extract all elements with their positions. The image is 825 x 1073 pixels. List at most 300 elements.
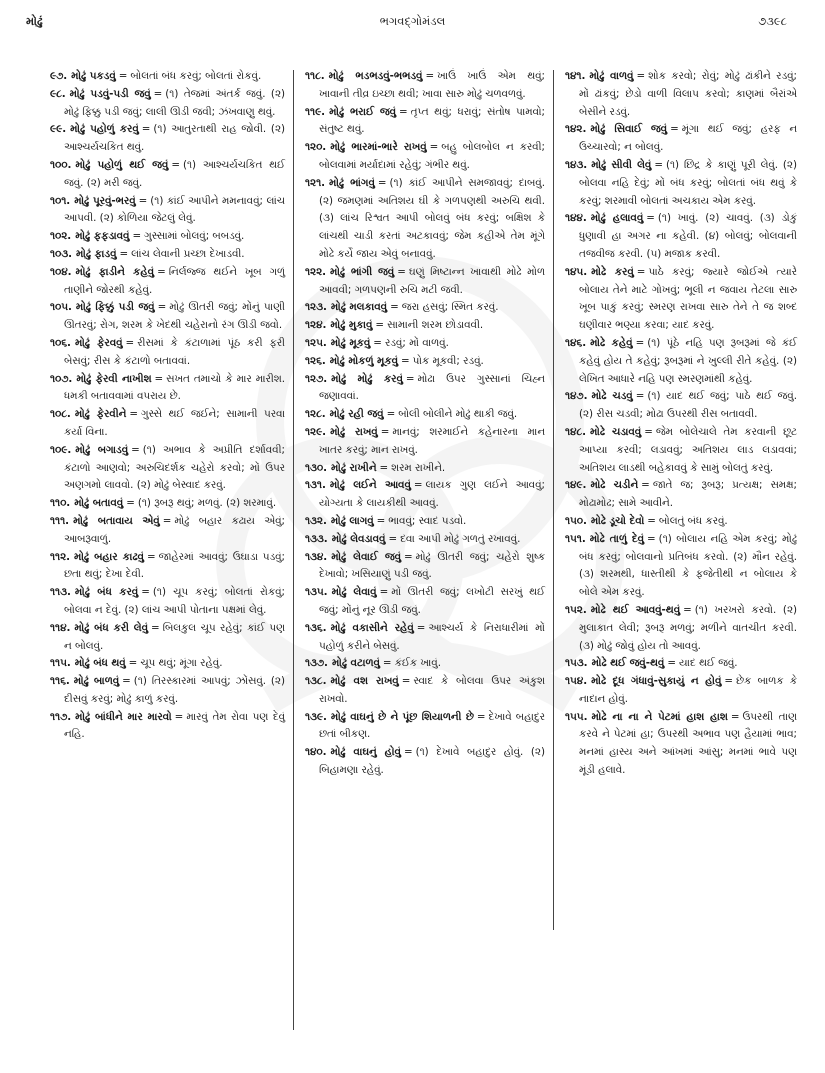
dictionary-entry <box>50 121 285 157</box>
entry-definition: (૧) તિરસ્કારમાં આપવું; ઝોંસવું. (૨) દીસવું કરવું; મોઢું કાળું કરવું. <box>64 675 285 705</box>
entry-headword: મોઢું બતાવાય એવું <box>73 514 160 527</box>
entry-definition: (૧) રૂબરૂ થવું; મળવું. (૨) શરમાવું. <box>137 497 277 510</box>
entry-headword: મોઢું વશ રાખવું <box>330 675 399 688</box>
entry-number: ૧૦૧. <box>50 194 71 207</box>
equals-sign: = <box>171 158 180 171</box>
entry-definition: રડવું; મોં વાળવું. <box>384 336 449 349</box>
dictionary-entry <box>305 549 545 585</box>
equals-sign: = <box>119 247 129 260</box>
entry-definition: ભાવવું; સ્વાદ પડવો. <box>388 514 467 527</box>
entry-number: ૧૫૫. <box>565 710 588 723</box>
entry-number: ૧૩૦. <box>305 461 328 474</box>
entry-definition: ગુસ્સે થઈ જઈને; સામાની પરવા કર્યા વિના. <box>64 408 285 438</box>
dictionary-entry <box>305 264 545 300</box>
entry-number: ૧૨૯. <box>305 425 327 438</box>
dictionary-entry <box>50 442 285 495</box>
dictionary-entry <box>305 406 545 424</box>
entry-definition: શોક કરવો; રોવું; મોઢું ઢાંકીને રડવું; મોં ઢાંકવું; છેડો વાળી વિલાપ કરવો; કાણમાં બૈરાંએ બેસીને રડવું. <box>579 70 797 118</box>
equals-sign: = <box>683 603 692 616</box>
entry-headword: મોઢું લાગવું <box>330 514 374 527</box>
equals-sign: = <box>401 675 411 688</box>
entry-definition: મોઢું બહાર કઢાય એવું; આબરૂવાળું. <box>64 514 285 545</box>
dictionary-entry <box>565 655 797 673</box>
entry-number: ૧૪૧. <box>565 70 586 82</box>
equals-sign: = <box>429 141 439 154</box>
entry-definition: (૧) છિદ્ર કે કાણું પૂરી લેવું. (૨) બોલવા નહિ દેવું; મોં બંધ કરવું; બોલતાં બંધ થવું કે કરવું; શરમાવી બોલતાં અચકાય એમ કરવું. <box>579 158 797 207</box>
entry-definition: મોઢું ઊતરી જવું; મોંનું પાણી ઊતરવું; રોગ, શરમ કે ખેદથી ચહેરાનો રંગ ઊડી જવો. <box>64 301 285 332</box>
entry-headword: મોઢું ભડભડવું-ભભડવું <box>328 70 423 82</box>
entry-definition: સામાની શરમ છોડાવવી. <box>387 319 484 332</box>
dictionary-entry <box>565 424 797 477</box>
equals-sign: = <box>635 390 645 403</box>
entry-headword: મોઢું ફાડવું <box>76 247 117 260</box>
entry-number: ૧૪૪. <box>565 212 587 225</box>
entry-definition: મારવું તેમ રોવા પણ દેવું નહિ. <box>64 710 285 741</box>
entry-number: ૧૨૨. <box>305 265 327 278</box>
equals-sign: = <box>162 514 172 527</box>
dictionary-entry <box>50 673 285 709</box>
equals-sign: = <box>157 301 167 314</box>
equals-sign: = <box>636 70 646 82</box>
entry-headword: મોઢે ચડીને <box>590 479 639 492</box>
equals-sign: = <box>647 514 656 527</box>
entry-headword: મોઢું પહોળું થઈ જવું <box>75 158 169 171</box>
dictionary-entry <box>50 193 285 229</box>
entry-definition: આશ્ચર્ય કે નિરાધારીમાં મોં પહોળું કરીને બેસવું. <box>319 621 545 652</box>
dictionary-entry <box>565 673 797 709</box>
equals-sign: = <box>390 301 399 314</box>
entry-number: ૯૭. <box>50 70 68 82</box>
entry-headword: મોઢું વાળવું <box>589 70 634 82</box>
entry-headword: મોઢું બંધ કરવું <box>74 586 139 599</box>
dictionary-entry <box>565 157 797 210</box>
entry-number: ૧૫૩. <box>565 657 588 670</box>
entry-headword: મોઢું પહોળું કરવું <box>70 123 139 136</box>
equals-sign: = <box>122 675 131 688</box>
equals-sign: = <box>401 354 410 367</box>
entry-definition: (૧) બોલાય નહિ એમ કરવું; મોઢું બંધ કરવું; બોલવાનો પ્રતિબંધ કરવો. (૨) મૌન રહેવું. (૩) શરમથી, ધાસ્તીથી કે ફજેતીથી ન બોલાય કે બોલે એમ કરવું. <box>579 532 797 599</box>
entry-headword: મોઢું મોઢું કરવું <box>331 372 403 385</box>
entry-definition: જેમ બોલેચાલે તેમ કરવાની છૂટ આપ્યા કરવી; લડાવવું; અતિશય લાડ લડાવવાં; અતિશય લાડથી બહેકાવવું કે સામું બોલતું કરવું. <box>579 425 797 474</box>
entry-definition: બોલતાં બંધ કરવું; બોલતાં રોકવું. <box>130 70 262 82</box>
equals-sign: = <box>379 461 389 474</box>
column-divider <box>293 70 294 1030</box>
dictionary-entry <box>305 584 545 620</box>
entry-definition: ઉપરથી તાણ કરવે ને પેટમાં હા; ઉપરથી અભાવ પણ હૈયામાં ભાવ; મનમાં હાસ્ય અને આંખમાં આંસુ; મનમાં ભાવે પણ મૂંડી હલાવે. <box>579 710 797 777</box>
entry-headword: મોઢું બતાવવું <box>74 497 124 510</box>
equals-sign: = <box>416 621 426 634</box>
entry-headword: મોઢું વાઘનું હોવું <box>330 746 401 759</box>
equals-sign: = <box>375 319 385 332</box>
entry-definition: (૧) આતુરતાથી રાહ જોવી. (૨) આશ્ચર્યચકિત થવું. <box>64 123 286 154</box>
entry-headword: મોઢે ડૂચો દેવો <box>590 514 645 527</box>
entry-definition: (૧) અભાવ કે અપ્રીતિ દર્શાવવી; કંટાળો આણવો; અરુચિદર્શક ચહેરો કરવો; મોં ઉપર અણગમો લાવવો. (૨) મોઢું બેસ્વાદ કરવું. <box>64 443 285 492</box>
entry-number: ૧૦૮. <box>50 408 71 421</box>
entry-headword: મોઢું પકડવું <box>71 70 116 82</box>
equals-sign: = <box>399 105 408 118</box>
entry-number: ૧૨૮. <box>305 408 326 421</box>
equals-sign: = <box>141 123 151 136</box>
dictionary-entry <box>305 68 545 104</box>
entry-definition: ઘણું મિષ્ટાન્ન ખાવાથી મોઢે મોળ આવવી; ગળપણની રુચિ મટી જવી. <box>319 265 546 296</box>
entry-definition: પોક મૂકવી; રડવું. <box>412 354 484 367</box>
equals-sign: = <box>730 710 740 723</box>
dictionary-entry <box>50 264 285 300</box>
dictionary-entry <box>305 744 545 780</box>
entry-headword: મોઢું પડવું-પડી જવું <box>69 87 151 100</box>
dictionary-entry <box>565 121 797 157</box>
entry-definition: બિલકુલ ચૂપ રહેવું; કાંઈ પણ ન બોલવું. <box>64 621 285 652</box>
entry-number: ૧૧૬. <box>50 675 70 688</box>
entry-number: ૧૦૭. <box>50 372 73 385</box>
entry-definition: બહુ બોલબોલ ન કરવી; બોલવામાં મર્યાદામાં રહેવું; ગંભીર થવું. <box>319 141 545 171</box>
entry-number: ૧૪૬. <box>565 336 587 349</box>
entry-number: ૧૦૩. <box>50 247 73 260</box>
equals-sign: = <box>382 657 392 670</box>
entry-definition: તૃપ્ત થવું; ધરાવું; સંતોષ પામવો; સંતુષ્ટ થવું. <box>319 105 545 136</box>
entry-definition: જાહેરમાં આવવું; ઉઘાડા પડવું; છતા થવું; દેખા દેવી. <box>64 550 285 581</box>
entry-number: ૧૦૪. <box>50 265 72 278</box>
entry-headword: મોઢું બાળવું <box>73 675 120 688</box>
entry-number: ૧૪૦. <box>305 746 327 759</box>
equals-sign: = <box>403 746 413 759</box>
entry-headword: મોઢે કરવું <box>591 265 634 278</box>
entry-definition: (૧) ખાવું. (૨) ચાવવું. (૩) ડોકું ધુણાવી હા અગર ના કહેવી. (૪) બોલવું; બોલવાની તજવીજ કરવી. (૫) મજાક કરવી. <box>579 212 797 260</box>
entry-definition: ગુસ્સામાં બોલવું; બબડવું. <box>144 230 245 243</box>
equals-sign: = <box>388 532 398 545</box>
equals-sign: = <box>636 265 646 278</box>
dictionary-entry <box>50 709 285 745</box>
dictionary-entry <box>50 246 285 264</box>
entry-definition: (૧) કાંઈ આપીને મમનાવવું; લાંચ આપવી. (૨) કોળિયા જેટલું લેવું. <box>64 194 286 225</box>
equals-sign: = <box>154 372 164 385</box>
entry-headword: મોઢે ચડવું <box>591 390 633 403</box>
equals-sign: = <box>377 176 387 189</box>
entry-headword: મોઢું પૂરવું-ભરવું <box>74 194 136 207</box>
entry-definition: શરમ રાખીને. <box>391 461 446 474</box>
entry-headword: મોઢું વટાળવું <box>331 657 380 670</box>
equals-sign: = <box>425 70 435 82</box>
entry-headword: મોઢું રાખીને <box>331 461 377 474</box>
entry-headword: મોઢું ફેરવીને <box>74 408 127 421</box>
entry-headword: મોઢું બહાર કાઢવું <box>74 550 144 563</box>
equals-sign: = <box>146 550 156 563</box>
entry-number: ૧૧૯. <box>305 105 326 118</box>
equals-sign: = <box>647 532 656 545</box>
dictionary-entry <box>50 406 285 442</box>
entry-number: ૧૩૬. <box>305 621 327 634</box>
equals-sign: = <box>151 621 160 634</box>
equals-sign: = <box>641 479 650 492</box>
dictionary-entry <box>565 210 797 263</box>
entry-headword: મોઢું ફેરવવું <box>74 336 123 349</box>
dictionary-entry <box>565 477 797 513</box>
entry-number: ૧૦૬. <box>50 336 71 349</box>
entry-definition: રીસમાં કે કંટાળામાં પૂંઠ કરી ફરી બેસવું; રીસ કે કંટાળો બતાવવાં. <box>64 336 285 367</box>
entry-definition: લાંચ લેવાની પ્રચ્છા દેખાડવી. <box>131 247 245 260</box>
entry-number: ૧૪૨. <box>565 123 587 136</box>
entry-number: ૧૧૩. <box>50 586 71 599</box>
equals-sign: = <box>386 408 396 421</box>
equals-sign: = <box>646 212 655 225</box>
entry-number: ૧૧૦. <box>50 497 71 510</box>
equals-sign: = <box>635 336 645 349</box>
entry-headword: મોઢું વાઘનું છે ને પૂંછ શિયાળની છે <box>330 710 474 723</box>
dictionary-entry <box>305 139 545 175</box>
entry-definition: પાઠે કરવું; જ્યારે જોઈએ ત્યારે બોલાય તેને માટે ગોખવું; ભૂલી ન જવાય તેટલા સારુ ખૂબ પાકું કરવું; સ્મરણ રાખવા સારુ તેને તે જ શબ્દ ઘણીવાર ભણ્યા કરવા; યાદ કરવું. <box>579 265 797 332</box>
entry-definition: (૧) દેખાવે બહાદુર હોવું. (૨) બિહામણા રહેવું. <box>319 746 545 777</box>
dictionary-entry <box>305 709 545 745</box>
dictionary-entry <box>305 477 545 513</box>
entry-headword: મોઢું બંધ થવું <box>74 657 126 670</box>
entry-number: ૧૪૭. <box>565 390 588 403</box>
entry-definition: (૧) યાદ થઈ જવું; પાઠે થઈ જવું. (૨) રીસ ચડવી; મોઢા ઉપરથી રીસ બતાવવી. <box>579 390 797 421</box>
equals-sign: = <box>126 497 135 510</box>
entry-definition: છેક બાળક કે નાદાન હોવું. <box>579 675 797 705</box>
equals-sign: = <box>132 230 142 243</box>
entry-headword: મોઢું હલાવવું <box>590 212 644 225</box>
entry-headword: મોઢે કહેવું <box>590 336 633 349</box>
equals-sign: = <box>476 710 486 723</box>
entry-number: ૧૩૮. <box>305 675 327 688</box>
entry-definition: મોઢું ઊતરી જવું; ચહેરો શુષ્ક દેખાવો; ખસિયાણું પડી જવું. <box>319 550 545 581</box>
equals-sign: = <box>153 87 163 100</box>
entry-headword: મોઢું બાંધીને માર મારવો <box>75 710 172 723</box>
entry-headword: મોઢું ભાંગવું <box>329 176 375 189</box>
entry-definition: સખત તમાચો કે માર મારીશ. ધમકી બતાવવામાં વપરાય છે. <box>64 372 285 403</box>
dictionary-entry <box>50 68 285 86</box>
dictionary-entry <box>565 709 797 780</box>
dictionary-entry <box>50 620 285 656</box>
equals-sign: = <box>131 443 140 456</box>
equals-sign: = <box>141 586 150 599</box>
entry-number: ૧૩૨. <box>305 514 327 527</box>
dictionary-entry <box>50 513 285 549</box>
entry-number: ૧૩૩. <box>305 532 328 545</box>
entry-headword: મોઢું લઈને આવવું <box>329 479 411 492</box>
entry-definition: બોલી બોલીને મોઢું થાકી જવું. <box>398 408 518 421</box>
entry-headword: મોઢે ચડાવવું <box>590 425 642 438</box>
entry-number: ૧૨૭. <box>305 372 328 385</box>
entry-headword: મોઢું મલકાવવું <box>330 301 388 314</box>
equals-sign: = <box>125 336 135 349</box>
entry-headword: મોઢું વકાસીને રહેવું <box>330 621 414 634</box>
equals-sign: = <box>157 265 166 278</box>
entry-number: ૧૧૪. <box>50 621 71 634</box>
dictionary-entry <box>305 335 545 353</box>
entry-number: ૧૨૩. <box>305 301 327 314</box>
dictionary-entry <box>565 264 797 335</box>
dictionary-entry <box>50 157 285 193</box>
dictionary-entry <box>565 335 797 388</box>
book-title: ભગવદ્ગોમંડલ <box>379 14 446 28</box>
entry-number: ૧૪૩. <box>565 158 588 171</box>
equals-sign: = <box>654 158 663 171</box>
entry-definition: યાદ થઈ જવું. <box>678 657 738 670</box>
dictionary-entry <box>305 299 545 317</box>
dictionary-entry <box>50 655 285 673</box>
equals-sign: = <box>376 514 386 527</box>
entry-definition: (૧) તેજમાં અંતર્ક જવું. (૨) મોઢું ફિક્કુ પડી જવું; લાલી ઊડી જવી; ઝંખવાણુ થવું. <box>64 87 286 118</box>
entry-number: ૯૯. <box>50 123 67 136</box>
entry-definition: નિર્લજ્જ થઈને ખૂબ ગળું તાણીને જોરથી કહેવું. <box>64 265 285 296</box>
equals-sign: = <box>373 336 382 349</box>
entry-headword: મોઢું ફફડાવવું <box>75 230 130 243</box>
entry-definition: કંઈક ખાવું. <box>394 657 441 670</box>
entry-headword: મોઢું સીવી લેવું <box>591 158 652 171</box>
entry-number: ૧૩૯. <box>305 710 327 723</box>
dictionary-entry <box>50 549 285 585</box>
equals-sign: = <box>667 657 676 670</box>
entry-headword: મોઢું રહી જવું <box>329 408 384 421</box>
entry-number: ૧૦૨. <box>50 230 72 243</box>
entry-headword: મોઢું મોકળું મૂકવું <box>329 354 399 367</box>
entry-number: ૧૩૪. <box>305 550 328 563</box>
dictionary-entry <box>565 388 797 424</box>
equals-sign: = <box>380 425 390 438</box>
entry-headword: મોઢું ફેરવી નાખીશ <box>76 372 152 385</box>
equals-sign: = <box>397 265 406 278</box>
column-3 <box>565 68 797 780</box>
dictionary-entry <box>305 460 545 478</box>
column-divider <box>553 70 554 930</box>
page-number: ૭૩૯૮ <box>758 14 787 28</box>
equals-sign: = <box>404 550 413 563</box>
dictionary-entry <box>305 175 545 264</box>
entry-headword: મોઢે થઈ આવવું-થવું <box>590 603 681 616</box>
entry-number: ૧૦૦. <box>50 158 72 171</box>
dictionary-entry <box>305 673 545 709</box>
entry-headword: મોઢું ફિક્કું પડી જવું <box>75 301 155 314</box>
dictionary-entry <box>50 86 285 122</box>
entry-number: ૧૪૯. <box>565 479 587 492</box>
equals-sign: = <box>129 408 138 421</box>
entry-definition: (૧) આશ્ચર્યચકિત થઈ જવું. (૨) મરી જવું. <box>64 158 286 189</box>
entry-definition: (૧) પૂંઠે નહિ પણ રૂબરૂમાં જે કંઈ કહેવું હોય તે કહેવું; રૂબરૂમાં ને ખુલ્લી રીતે કહેવું. (૨) લેખિત આધારે નહિ પણ સ્મરણમાંથી કહેવું. <box>579 336 797 385</box>
entry-definition: મોઢા ઉપર ગુસ્સાનાં ચિહ્ન જણાવવાં. <box>319 372 545 403</box>
entry-definition: દવા આપી મોઢું ગળતું રખાવવું. <box>400 532 521 545</box>
dictionary-entry <box>50 335 285 371</box>
entry-number: ૧૫૪. <box>565 675 588 688</box>
entry-headword: મોઢું મૂકવું <box>330 336 371 349</box>
entry-definition: દેખાવે બહાદુર છતાં બીકણ. <box>319 710 545 741</box>
entry-headword: મોઢું ફાડીને કહેવું <box>75 265 155 278</box>
entry-headword: મોઢે ના ના ને પેટમાં હાશ હાશ <box>591 710 728 723</box>
entry-definition: માનવું; શરમાઈને કહેનારના માન ખાતર કરવું; માન રાખવું. <box>319 425 546 456</box>
entry-number: ૧૧૨. <box>50 550 71 563</box>
entry-definition: ચૂપ થવું; મૂંગા રહેવું. <box>140 657 223 670</box>
page-header <box>0 8 825 34</box>
entry-definition: મોં ઊતરી જવું; લખોટી સરખું થઈ જવું; મોંનું નૂર ઊડી જવું. <box>319 586 546 616</box>
dictionary-entry <box>565 513 797 531</box>
equals-sign: = <box>379 586 389 599</box>
guideword: મોઢું <box>26 14 43 28</box>
entry-headword: મોઢે તાળું દેવું <box>589 532 645 545</box>
entry-headword: મોઢું લેવાવું <box>331 586 377 599</box>
dictionary-entry <box>565 602 797 655</box>
entry-definition: બોલતું બંધ કરવું. <box>658 514 728 527</box>
entry-headword: મોઢું બંધ કરી લેવું <box>74 621 149 634</box>
equals-sign: = <box>128 657 138 670</box>
entry-number: ૧૪૫. <box>565 265 588 278</box>
dictionary-entry <box>305 513 545 531</box>
dictionary-entry <box>50 371 285 407</box>
dictionary-entry <box>50 495 285 513</box>
equals-sign: = <box>724 675 734 688</box>
equals-sign: = <box>138 194 148 207</box>
entry-headword: મોઢું સિવાઈ જવું <box>590 123 668 136</box>
dictionary-entry <box>305 655 545 673</box>
dictionary-entry <box>50 299 285 335</box>
column-1 <box>50 68 285 744</box>
entry-headword: મોઢું લેવડાવવું <box>331 532 386 545</box>
equals-sign: = <box>118 70 128 82</box>
dictionary-entry <box>305 620 545 656</box>
equals-sign: = <box>644 425 653 438</box>
entry-definition: (૧) ખરખરો કરવો. (૨) મુલાકાત લેવી; રૂબરૂ મળવું; મળીને વાતચીત કરવી. (૩) મોઢું જોવું હોય તો આવવું. <box>579 603 798 652</box>
entry-number: ૧૧૮. <box>305 70 325 82</box>
dictionary-entry <box>305 531 545 549</box>
dictionary-entry <box>305 353 545 371</box>
entry-number: ૧૨૧. <box>305 176 326 189</box>
entry-definition: ખાઉં ખાઉં એમ થવું; ખાવાની તીવ્ર ઇચ્છા થવી; ખાવા સારુ મોઢું ચળવળવું. <box>319 70 546 100</box>
entry-definition: જરા હસવું; સ્મિત કરવું. <box>401 301 499 314</box>
entry-definition: સ્વાદ કે બોલવા ઉપર અંકુશ રાખવો. <box>319 675 545 705</box>
dictionary-entry <box>305 317 545 335</box>
entry-number: ૧૨૪. <box>305 319 327 332</box>
entry-number: ૧૫૧. <box>565 532 586 545</box>
entry-definition: (૧) કાંઈ આપીને સમજાવવું; દાબવું. (૨) જમણમાં અતિશય ઘી કે ગળપણથી અરુચિ થવી. (૩) લાંચ રિશ્વત આપી બોલવું બંધ કરવું; બક્ષિશ કે લાંચથી ચાડી કરતાં અટકાવવું; જેમ કહીએ તેમ મૂંગે મોઢે કર્યે જાય એવું બનાવવું. <box>319 176 545 260</box>
column-2 <box>305 68 545 780</box>
dictionary-entry <box>305 104 545 140</box>
entry-number: ૧૧૧. <box>50 514 70 527</box>
entry-definition: મૂંગા થઈ જવું; હરફ ન ઉચ્ચારવો; ન બોલવું. <box>579 123 797 154</box>
dictionary-entry <box>305 424 545 460</box>
entry-headword: મોઢું મુકાવું <box>330 319 373 332</box>
entry-definition: (૧) ચૂપ કરવું; બોલતાં રોકવું; બોલવા ન દેવું. (૨) લાંચ આપી પોતાના પક્ષમાં લેવું. <box>64 586 285 616</box>
dictionary-entry <box>50 228 285 246</box>
entry-headword: મોઢું ભારમાં-ભારે રાખવું <box>330 141 427 154</box>
equals-sign: = <box>174 710 184 723</box>
entry-number: ૧૧૭. <box>50 710 72 723</box>
entry-headword: મોઢું ભાંગી જવું <box>330 265 395 278</box>
entry-headword: મોઢું ભરાઈ જવું <box>329 105 397 118</box>
entry-number: ૧૧૫. <box>50 657 71 670</box>
entry-number: ૧૨૫. <box>305 336 327 349</box>
equals-sign: = <box>405 372 415 385</box>
entry-number: ૧૩૫. <box>305 586 328 599</box>
dictionary-entry <box>305 371 545 407</box>
entry-headword: મોઢે થઈ જવું-થવું <box>591 657 665 670</box>
entry-number: ૧૫૦. <box>565 514 587 527</box>
entry-number: ૧૦૫. <box>50 301 72 314</box>
entry-number: ૧૨૬. <box>305 354 326 367</box>
entry-number: ૧૪૮. <box>565 425 587 438</box>
dictionary-entry <box>565 68 797 121</box>
entry-headword: મોઢું બગાડવું <box>75 443 129 456</box>
entry-headword: મોઢે દૂધ ગંધાવું-સુકાયું ન હોવું <box>591 675 722 688</box>
entry-number: ૧૩૭. <box>305 657 328 670</box>
entry-headword: મોઢું રાખવું <box>330 425 378 438</box>
dictionary-entry <box>50 584 285 620</box>
entry-number: ૧૩૧. <box>305 479 326 492</box>
entry-number: ૧૦૯. <box>50 443 72 456</box>
equals-sign: = <box>670 123 679 136</box>
entry-definition: જાતે જ; રૂબરૂ; પ્રત્યક્ષ; સમક્ષ; મોઢામોઢ; સામે આવીને. <box>579 479 797 510</box>
dictionary-entry <box>565 531 797 602</box>
entry-headword: મોઢું લેવાઈ જવું <box>331 550 402 563</box>
entry-definition: લાયક ગુણ લઈને આવવું; યોગ્યતા કે લાયકીથી આવવું. <box>319 479 545 510</box>
